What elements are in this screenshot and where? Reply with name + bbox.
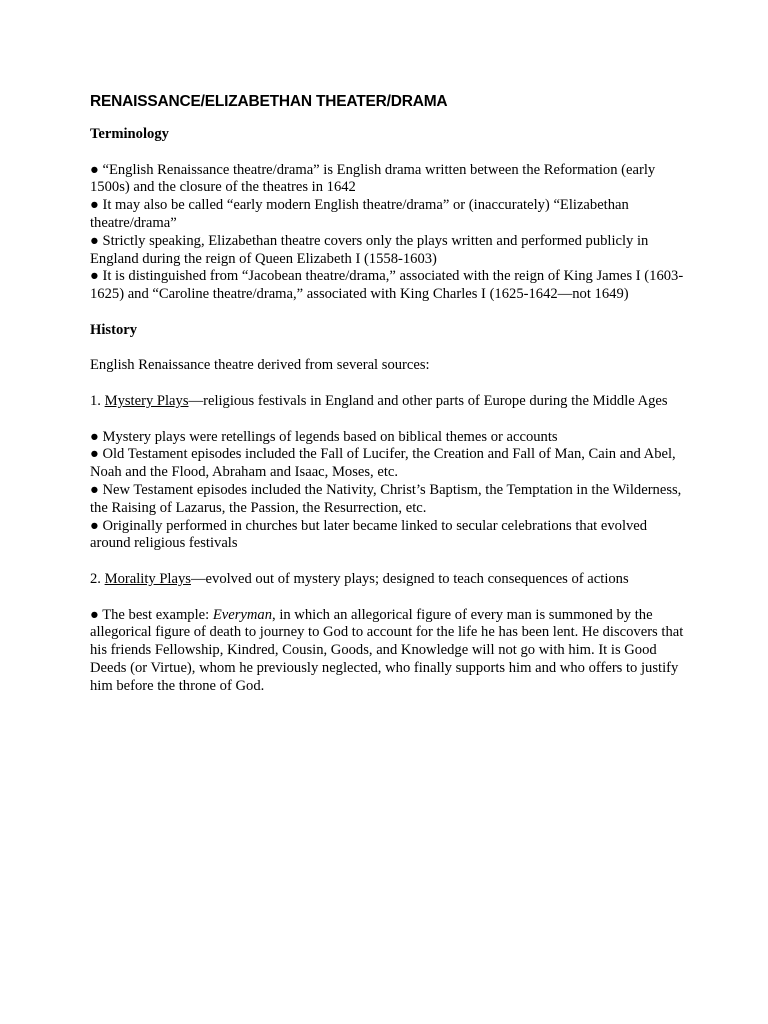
terminology-bullet: ● Strictly speaking, Elizabethan theatre covers only the plays written and performed publicly in England during the reign of Queen Elizabeth I (1558-1603) — [90, 232, 649, 267]
terminology-heading: Terminology — [90, 126, 169, 142]
document-page — [90, 92, 690, 696]
spacer — [90, 589, 690, 607]
morality-plays-item — [90, 571, 690, 589]
morality-example — [90, 607, 690, 696]
mystery-plays-term: Mystery Plays — [104, 392, 189, 409]
everyman-title: Everyman — [212, 606, 273, 623]
spacer — [90, 411, 690, 429]
mystery-bullet: ● Originally performed in churches but later became linked to secular celebrations that evolved around religious festivals — [90, 517, 648, 552]
mystery-plays-list — [90, 429, 690, 554]
terminology-bullet: ● “English Renaissance theatre/drama” is English drama written between the Reformation (early 1500s) and the closure of the theatres in 1642 — [90, 161, 656, 196]
history-intro: English Renaissance theatre derived from several sources: — [90, 357, 430, 374]
document-title: RENAISSANCE/ELIZABETHAN THEATER/DRAMA — [90, 93, 448, 110]
item-number: 1. — [90, 392, 105, 409]
item-number: 2. — [90, 570, 105, 587]
terminology-bullet: ● It may also be called “early modern English theatre/drama” or (inaccurately) “Elizabethan theatre/drama” — [90, 197, 629, 231]
mystery-plays-item — [90, 393, 690, 411]
morality-plays-term: Morality Plays — [104, 570, 191, 587]
spacer — [90, 304, 690, 322]
mystery-bullet: ● New Testament episodes included the Nativity, Christ’s Baptism, the Temptation in the Wilderness, the Raising of Lazarus, the Passion, the Resurrection, etc. — [90, 481, 682, 516]
history-heading: History — [90, 321, 138, 338]
spacer — [90, 375, 690, 393]
example-prefix: ● The best example: — [90, 606, 213, 623]
mystery-plays-description: —religious festivals in England and other parts of Europe during the Middle Ages — [188, 392, 668, 409]
mystery-bullet: ● Mystery plays were retellings of legends based on biblical themes or accounts — [90, 428, 558, 445]
spacer — [90, 144, 690, 162]
spacer — [90, 340, 690, 358]
terminology-bullet: ● It is distinguished from “Jacobean theatre/drama,” associated with the reign of King James I (1603-1625) and “Caroline theatre/drama,” associated with King Charles I (1625-1642—not 1649) — [90, 268, 684, 303]
terminology-list — [90, 162, 690, 304]
spacer — [90, 553, 690, 571]
mystery-bullet: ● Old Testament episodes included the Fall of Lucifer, the Creation and Fall of Man, Cain and Abel, Noah and the Flood, Abraham and Isaac, Moses, etc. — [90, 446, 676, 481]
morality-plays-description: —evolved out of mystery plays; designed to teach consequences of actions — [190, 570, 629, 587]
example-text: , in which an allegorical figure of every man is summoned by the allegorical figure of death to journey to God to account for the life he has been lent. He discovers that his friends Fellowship, Kindred, Cousin, Goods, and Knowledge will not go with him. It is Good Deeds (or Virtue), whom he previously neglected, who finally supports him and who offers to justify him before the throne of God. — [90, 606, 684, 694]
